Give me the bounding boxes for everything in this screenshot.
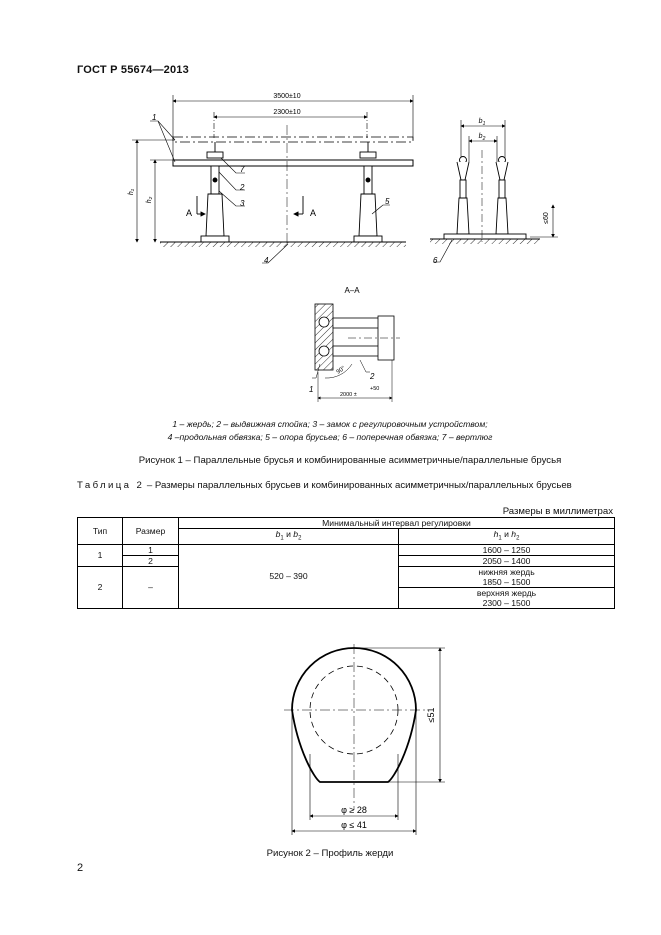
section-title: A–A: [344, 286, 360, 295]
table-2-title: – Размеры параллельных брусьев и комбинированных асимметричных/параллельных брусьев: [144, 480, 572, 491]
figure-1-legend-line-1: 1 – жердь; 2 – выдвижная стойка; 3 – замок с регулировочным устройством;: [172, 419, 488, 429]
table-2: [77, 517, 615, 609]
cell-lower-label: нижняя жердь: [399, 566, 615, 577]
side-view-posts: [444, 157, 526, 240]
callout-7: 7: [240, 165, 245, 174]
dim-outer-diameter: φ ≤ 41: [341, 820, 367, 830]
header-size: Размер: [123, 518, 179, 545]
table-2-label: Таблица 2: [77, 480, 145, 491]
cell-type-1: 1: [78, 544, 123, 566]
header-interval: Минимальный интервал регулировки: [179, 518, 615, 529]
header-h: $h_1$ и $h_2$: [399, 529, 615, 545]
floor-side: [430, 239, 540, 244]
dim-total-length: 3500±10: [273, 93, 301, 100]
page-number: 2: [77, 862, 84, 874]
section-callout-1: 1: [309, 385, 314, 394]
cell-b-value: 520 – 390: [179, 544, 399, 608]
callout-6: 6: [433, 256, 438, 265]
cell-upper-label: верхняя жердь: [399, 587, 615, 598]
dim-h2: h₂: [146, 196, 153, 204]
section-view: [315, 304, 394, 370]
section-label-right: A: [310, 208, 317, 218]
figure-1-drawing: [0, 0, 661, 410]
cell-h-1-2: 2050 – 1400: [399, 555, 615, 566]
section-marker-right: [294, 196, 303, 214]
cell-lower-value: 1850 – 1500: [399, 577, 615, 588]
front-view-bars: [173, 137, 413, 166]
callout-3: 3: [240, 199, 245, 208]
cell-size-type-2: –: [123, 566, 179, 608]
cell-size-1: 1: [123, 544, 179, 555]
header-type: Тип: [78, 518, 123, 545]
figure-2-caption: Рисунок 2 – Профиль жерди: [266, 848, 394, 859]
callout-5: 5: [385, 197, 390, 206]
cell-type-2: 2: [78, 566, 123, 608]
table-2-caption: [77, 480, 617, 492]
section-callout-2: 2: [370, 372, 375, 381]
dim-inner-diameter: φ ≥ 28: [341, 805, 367, 815]
callout-1: 1: [152, 113, 157, 122]
header-b: $b_1$ и $b_2$: [179, 529, 399, 545]
figure-2-drawing: [270, 630, 470, 845]
floor-front: [160, 242, 406, 247]
dim-inner-length: 2300±10: [273, 109, 301, 116]
dim-height-51: ≤51: [426, 707, 436, 723]
profile-dims: [292, 648, 445, 835]
dim-b2: $b_2$: [478, 133, 486, 142]
section-dim-tol: +50: [370, 386, 380, 392]
figure-1-caption: Рисунок 1 – Параллельные брусья и комбинированные асимметричные/параллельные брусья: [138, 455, 562, 466]
document-header: ГОСТ Р 55674—2013: [77, 64, 189, 76]
cell-h-1-1: 1600 – 1250: [399, 544, 615, 555]
figure-1-legend-line-2: 4 –продольная обвязка; 5 – опора брусьев; 6 – поперечная обвязка; 7 – вертлюг: [167, 432, 493, 442]
cell-upper-value: 2300 – 1500: [399, 598, 615, 609]
section-marker-left: [197, 196, 205, 214]
callout-2: 2: [240, 183, 245, 192]
section-angle: 90°: [335, 365, 347, 376]
section-dim: 2000 ±: [340, 392, 357, 398]
dim-b1: $b_1$: [478, 118, 486, 127]
dim-height-60: ≤60: [543, 212, 550, 224]
dim-h1: h₁: [128, 188, 135, 196]
front-view-posts: [201, 142, 382, 242]
section-label-left: A: [186, 208, 193, 218]
callout-4: 4: [264, 256, 269, 265]
cell-size-2: 2: [123, 555, 179, 566]
table-2-units: Размеры в миллиметрах: [502, 506, 613, 517]
